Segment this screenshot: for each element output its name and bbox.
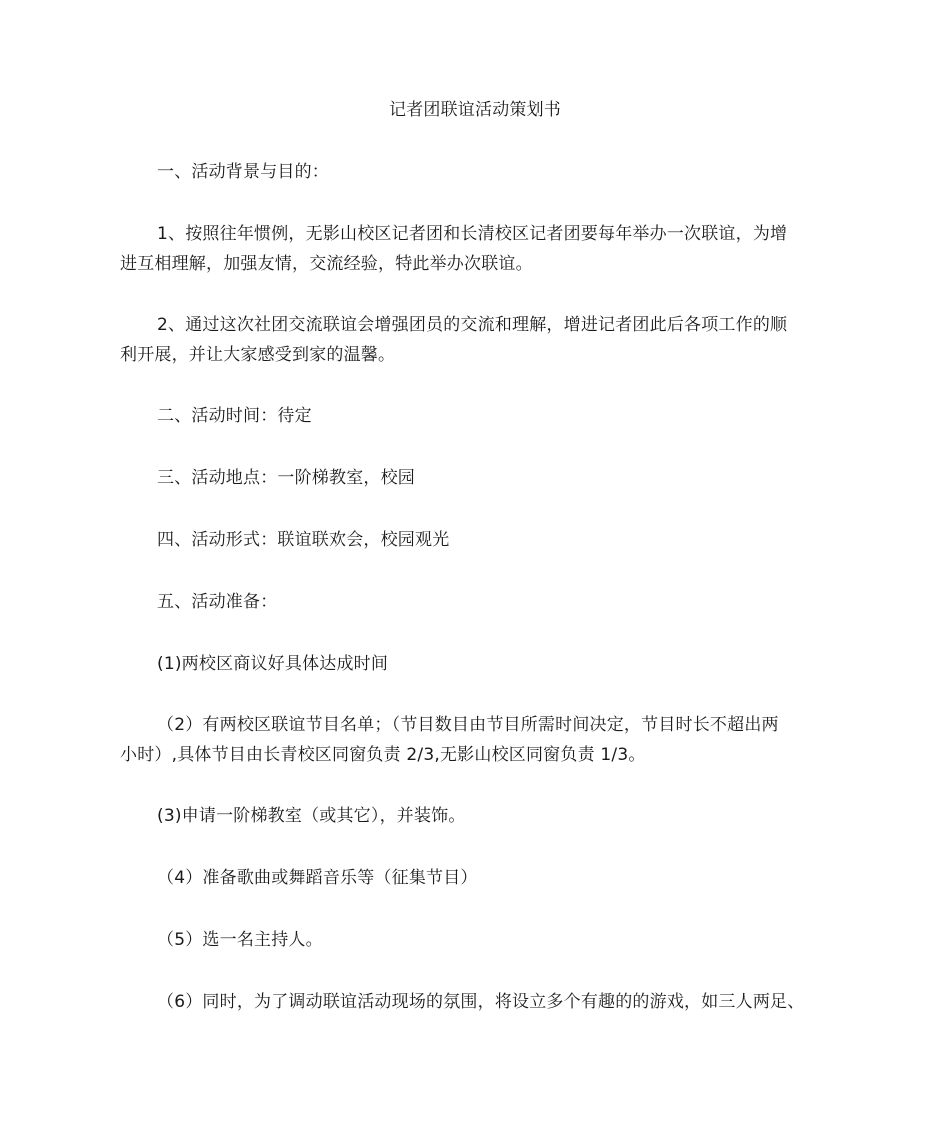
prep-item-2-line-1: （2）有两校区联谊节目名单；（节目数目由节目所需时间决定，节目时长不超出两 [157, 715, 779, 735]
section-location: 三、活动地点：一阶梯教室，校园 [157, 468, 415, 488]
section-preparation-heading: 五、活动准备： [157, 592, 278, 612]
section-format: 四、活动形式：联谊联欢会，校园观光 [157, 530, 450, 550]
paragraph-2-line-1: 2、通过这次社团交流联谊会增强团员的交流和理解，增进记者团此后各项工作的顺 [157, 315, 788, 335]
prep-item-4: （4）准备歌曲或舞蹈音乐等（征集节目） [157, 868, 478, 888]
paragraph-2-line-2: 利开展，并让大家感受到家的温馨。 [120, 345, 396, 365]
paragraph-1-line-1: 1、按照往年惯例，无影山校区记者团和长清校区记者团要每年举办一次联谊，为增 [157, 224, 788, 244]
section-heading-background: 一、活动背景与目的： [157, 162, 329, 182]
paragraph-1-line-2: 进互相理解，加强友情，交流经验，特此举办次联谊。 [120, 254, 533, 274]
document-title: 记者团联谊活动策划书 [389, 100, 561, 120]
prep-item-5: （5）选一名主持人。 [157, 930, 323, 950]
prep-item-1: (1)两校区商议好具体达成时间 [157, 654, 389, 674]
prep-item-3: (3)申请一阶梯教室（或其它），并装饰。 [157, 806, 466, 826]
prep-item-2-line-2: 小时）,具体节目由长青校区同窗负责 2/3,无影山校区同窗负责 1/3。 [120, 745, 646, 765]
section-time: 二、活动时间：待定 [157, 406, 312, 426]
prep-item-6-line-1: （6）同时，为了调动联谊活动现场的氛围，将设立多个有趣的的游戏，如三人两足、 [157, 992, 805, 1012]
